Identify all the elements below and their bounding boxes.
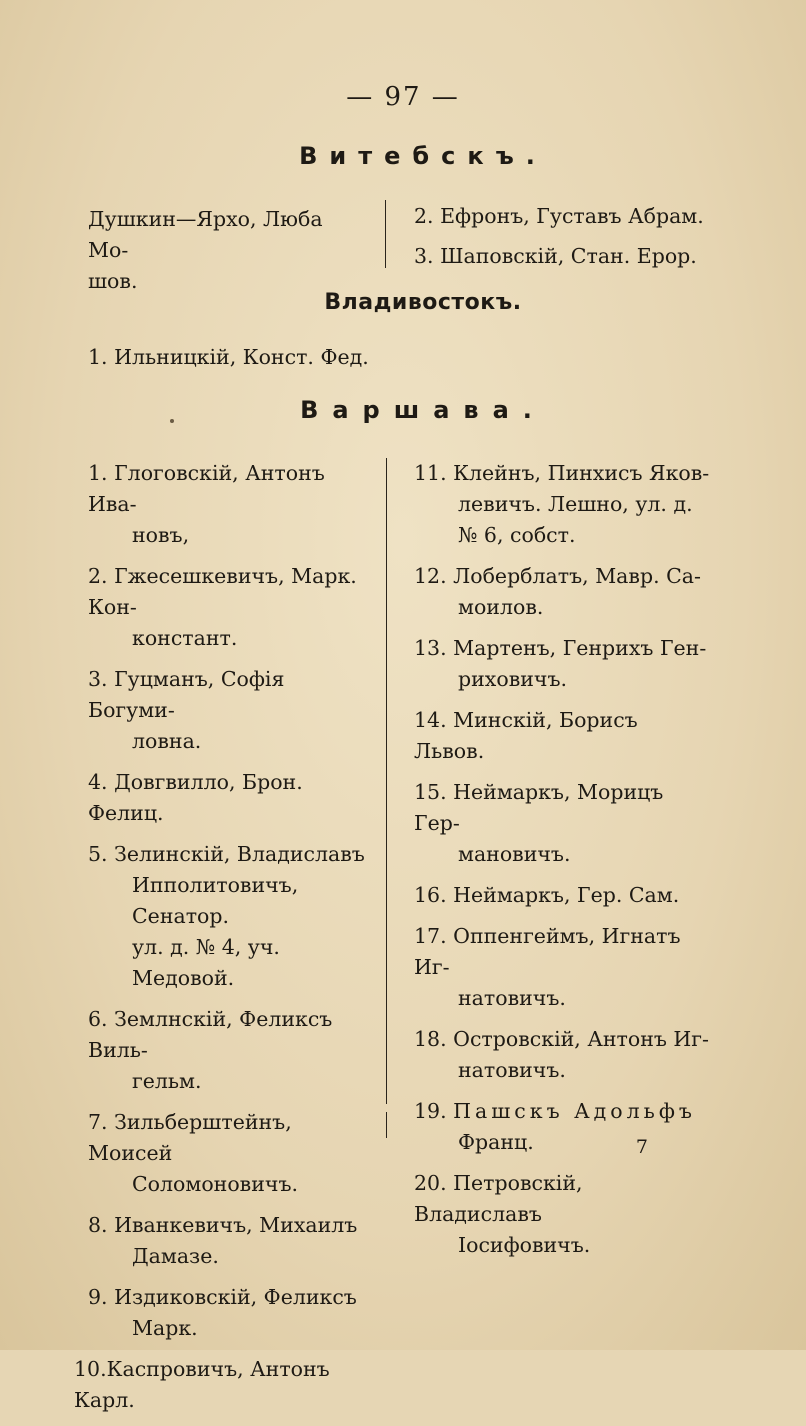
entry-number: 7. (88, 1110, 108, 1134)
entry-text: Соломоновичъ. (132, 1172, 299, 1196)
section-heading-vitebsk: Витебскъ. (299, 142, 547, 170)
entry-number: 12. (414, 564, 447, 588)
warsaw-right-column (414, 458, 714, 1271)
entry-text: ловна. (132, 729, 202, 753)
page-number: — 97 — (346, 82, 460, 112)
entry-number: 5. (88, 842, 108, 866)
entry-number: 10. (74, 1357, 107, 1381)
list-item (88, 1107, 376, 1200)
entry-text: Ильницкій, Конст. Фед. (114, 345, 369, 369)
entry-text: Неймаркъ, Гер. Сам. (453, 883, 680, 907)
list-item (414, 1096, 714, 1158)
entry-number: 8. (88, 1213, 108, 1237)
list-item (414, 1024, 714, 1086)
entry-text: Душкин—Ярхо, Люба Мо- (88, 207, 323, 262)
list-item (414, 880, 714, 911)
entry-number: 3. (414, 244, 434, 268)
entry-text: Ефронъ, Густавъ Абрам. (440, 204, 704, 228)
vitebsk-left-column (88, 204, 368, 297)
vitebsk-right-column (414, 196, 714, 276)
list-item (88, 458, 376, 551)
warsaw-left-column (74, 458, 376, 1426)
entry-number: 14. (414, 708, 447, 732)
entry-text: Оппенгеймъ, Игнатъ Иг- (414, 924, 681, 979)
list-item (414, 561, 714, 623)
list-item (414, 458, 714, 551)
entry-number: 17. (414, 924, 447, 948)
entry-text: Зелинскій, Владиславъ (114, 842, 365, 866)
entry-text: мановичъ. (458, 842, 571, 866)
entry-text: Зильберштейнъ, Моисей (88, 1110, 292, 1165)
entry-text: натовичъ. (458, 1058, 566, 1082)
entry-number: 15. (414, 780, 447, 804)
entry-text: ул. д. № 4, уч. Медовой. (132, 935, 280, 990)
entry-text: новъ, (132, 523, 190, 547)
signature-mark: 7 (635, 1136, 648, 1158)
entry-text: Каспровичъ, Антонъ Карл. (74, 1357, 330, 1412)
entry-text: № 6, собст. (458, 523, 576, 547)
vladivostok-list (88, 342, 488, 373)
entry-text: Ипполитовичъ, Сенатор. (132, 873, 299, 928)
entry-text: шов. (88, 269, 138, 293)
list-item (88, 561, 376, 654)
entry-text: Неймаркъ, Морицъ Гер- (414, 780, 664, 835)
entry-text: констант. (132, 626, 238, 650)
list-item (74, 1354, 376, 1416)
section-heading-vladivostok: Владивостокъ. (324, 290, 522, 315)
list-item (88, 204, 368, 297)
list-item (88, 839, 376, 994)
entry-number: 1. (88, 461, 108, 485)
list-item (88, 1282, 376, 1344)
entry-text: Глоговскій, Антонъ Ива- (88, 461, 325, 516)
entry-text: Пашскъ Адольфъ (453, 1099, 696, 1123)
entry-text: Франц. (458, 1130, 534, 1154)
entry-number: 4. (88, 770, 108, 794)
entry-text: Шаповскій, Стан. Ерор. (440, 244, 697, 268)
entry-text: Петровскій, Владиславъ (414, 1171, 583, 1226)
list-item (88, 1210, 376, 1272)
entry-text: Марк. (132, 1316, 198, 1340)
entry-text: Гжесешкевичъ, Марк. Кон- (88, 564, 357, 619)
entry-text: Землнскій, Феликсъ Виль- (88, 1007, 333, 1062)
list-item (414, 1168, 714, 1261)
list-item (88, 1004, 376, 1097)
entry-text: натовичъ. (458, 986, 566, 1010)
list-item (414, 236, 714, 276)
entry-number: 2. (88, 564, 108, 588)
entry-number: 11. (414, 461, 447, 485)
entry-text: Іосифовичъ. (458, 1233, 591, 1257)
entry-text: Островскій, Антонъ Иг- (453, 1027, 709, 1051)
entry-text: Минскій, Борисъ Львов. (414, 708, 638, 763)
entry-number: 1. (88, 345, 108, 369)
list-item (88, 342, 488, 373)
entry-number: 16. (414, 883, 447, 907)
entry-text: Мартенъ, Генрихъ Ген- (453, 636, 707, 660)
entry-number: 18. (414, 1027, 447, 1051)
list-item (414, 705, 714, 767)
list-item (414, 633, 714, 695)
entry-text: гельм. (132, 1069, 202, 1093)
entry-text: Лоберблатъ, Мавр. Са- (453, 564, 701, 588)
entry-number: 9. (88, 1285, 108, 1309)
column-divider (386, 1112, 387, 1138)
entry-number: 20. (414, 1171, 447, 1195)
column-divider (386, 458, 387, 1104)
entry-text: левичъ. Лешно, ул. д. (458, 492, 693, 516)
entry-text: Дамазе. (132, 1244, 219, 1268)
column-divider (385, 200, 386, 268)
entry-text: Издиковскій, Феликсъ (114, 1285, 357, 1309)
entry-text: Довгвилло, Брон. Фелиц. (88, 770, 303, 825)
list-item (88, 767, 376, 829)
entry-text: моилов. (458, 595, 544, 619)
entry-text: Клейнъ, Пинхисъ Яков- (453, 461, 710, 485)
entry-text: Иванкевичъ, Михаилъ (114, 1213, 358, 1237)
entry-number: 2. (414, 204, 434, 228)
entry-number: 6. (88, 1007, 108, 1031)
entry-text: Гуцманъ, Софія Богуми- (88, 667, 285, 722)
section-heading-warsaw: Варшава. (300, 396, 546, 424)
list-item (414, 777, 714, 870)
list-item (88, 664, 376, 757)
entry-number: 3. (88, 667, 108, 691)
entry-number: 19. (414, 1099, 447, 1123)
list-item (414, 196, 714, 236)
list-item (414, 921, 714, 1014)
entry-text: риховичъ. (458, 667, 568, 691)
entry-number: 13. (414, 636, 447, 660)
